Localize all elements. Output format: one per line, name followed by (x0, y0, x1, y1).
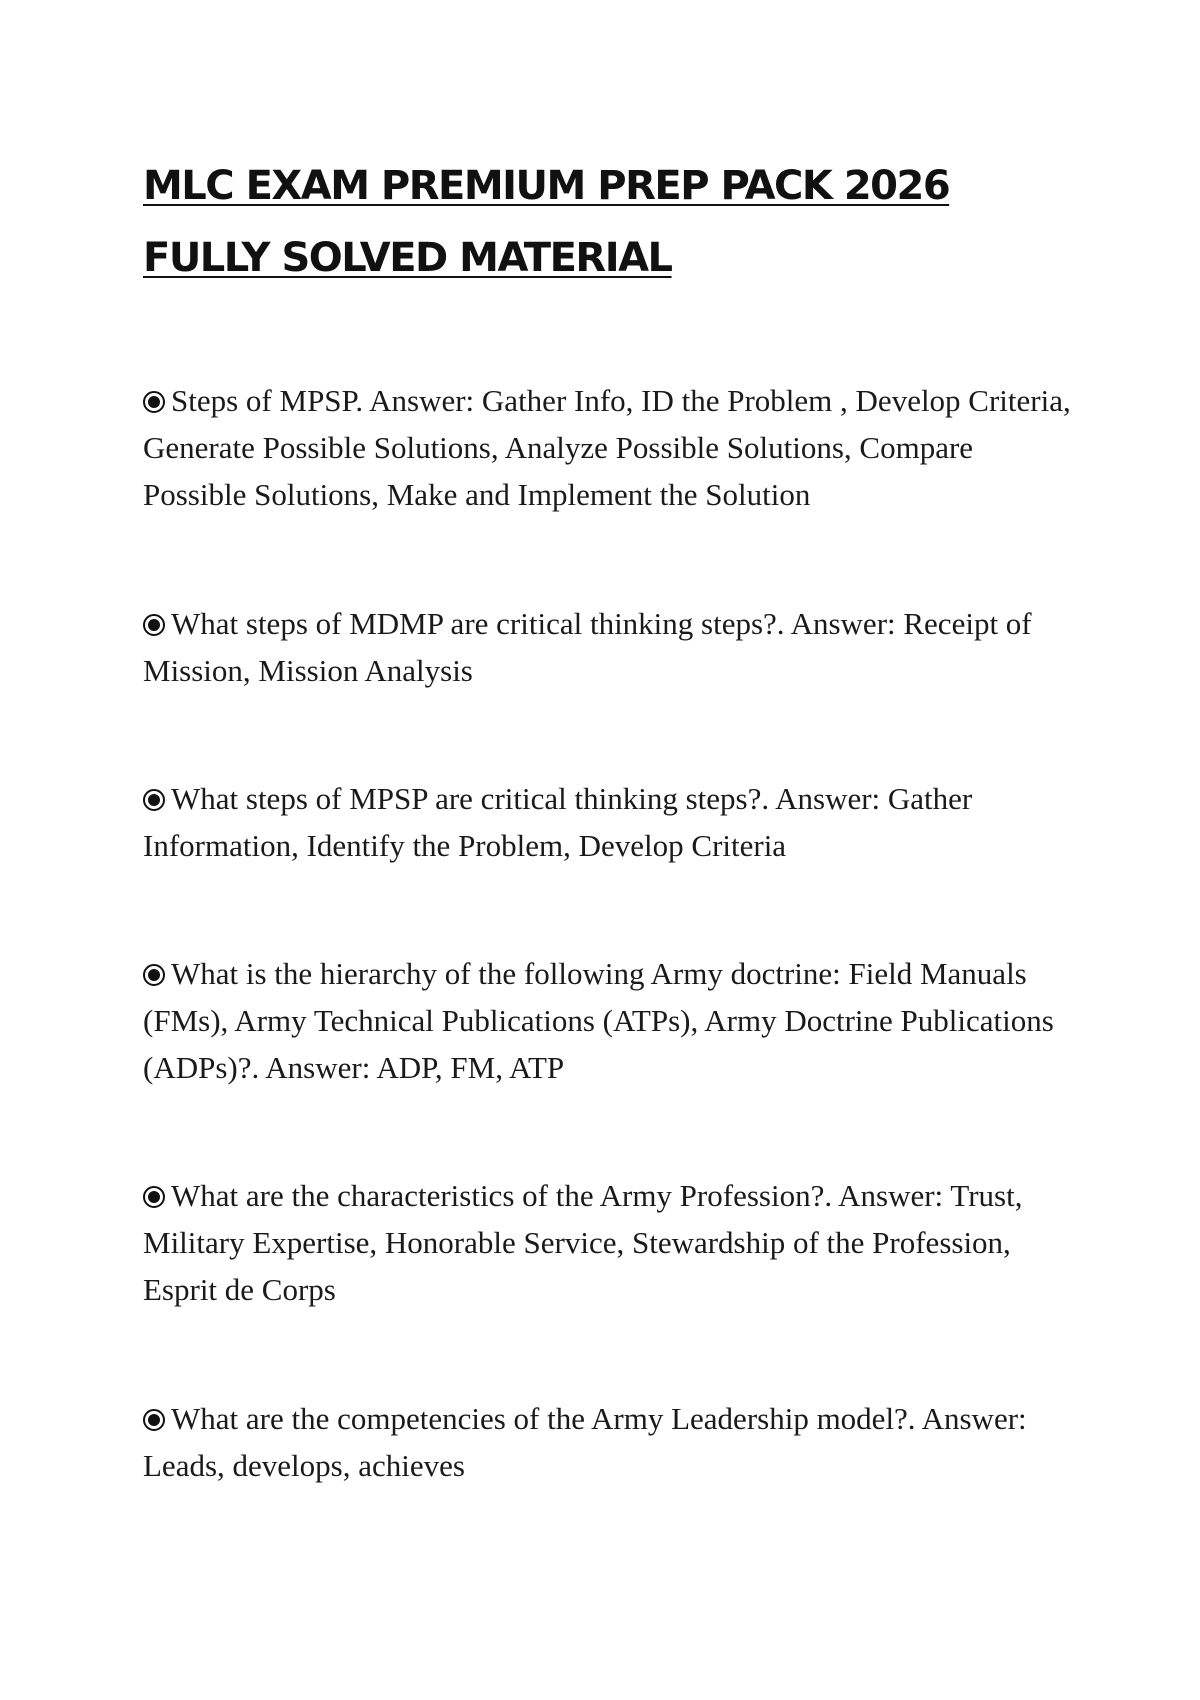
radio-bullet-icon (143, 614, 165, 636)
qa-item-text: What are the competencies of the Army Leadership model?. Answer: Leads, develops, achieves (143, 1401, 1027, 1483)
qa-item (143, 1395, 1073, 1489)
qa-item (143, 377, 1073, 518)
qa-item-text: What is the hierarchy of the following Army doctrine: Field Manuals (FMs), Army Technical Publications (ATPs), Army Doctrine Publications (ADPs)?. Answer: ADP, FM, ATP (143, 956, 1054, 1085)
qa-item (143, 950, 1073, 1091)
radio-bullet-icon (143, 789, 165, 811)
qa-item (143, 600, 1073, 694)
radio-bullet-icon (143, 964, 165, 986)
radio-bullet-icon (143, 1186, 165, 1208)
qa-item-text: What are the characteristics of the Army Profession?. Answer: Trust, Military Expertise, Honorable Service, Stewardship of the Profession, Esprit de Corps (143, 1178, 1023, 1307)
qa-item (143, 775, 1073, 869)
qa-item-text: Steps of MPSP. Answer: Gather Info, ID the Problem , Develop Criteria, Generate Possible Solutions, Analyze Possible Solutions, Compare Possible Solutions, Make and Implement the Solution (143, 383, 1071, 512)
radio-bullet-icon (143, 391, 165, 413)
radio-bullet-icon (143, 1409, 165, 1431)
qa-item-text: What steps of MDMP are critical thinking steps?. Answer: Receipt of Mission, Mission Analysis (143, 606, 1032, 688)
qa-item-text: What steps of MPSP are critical thinking steps?. Answer: Gather Information, Identify the Problem, Develop Criteria (143, 781, 973, 863)
document-title: MLC EXAM PREMIUM PREP PACK 2026 FULLY SOLVED MATERIAL (143, 163, 950, 281)
qa-item (143, 1172, 1073, 1313)
